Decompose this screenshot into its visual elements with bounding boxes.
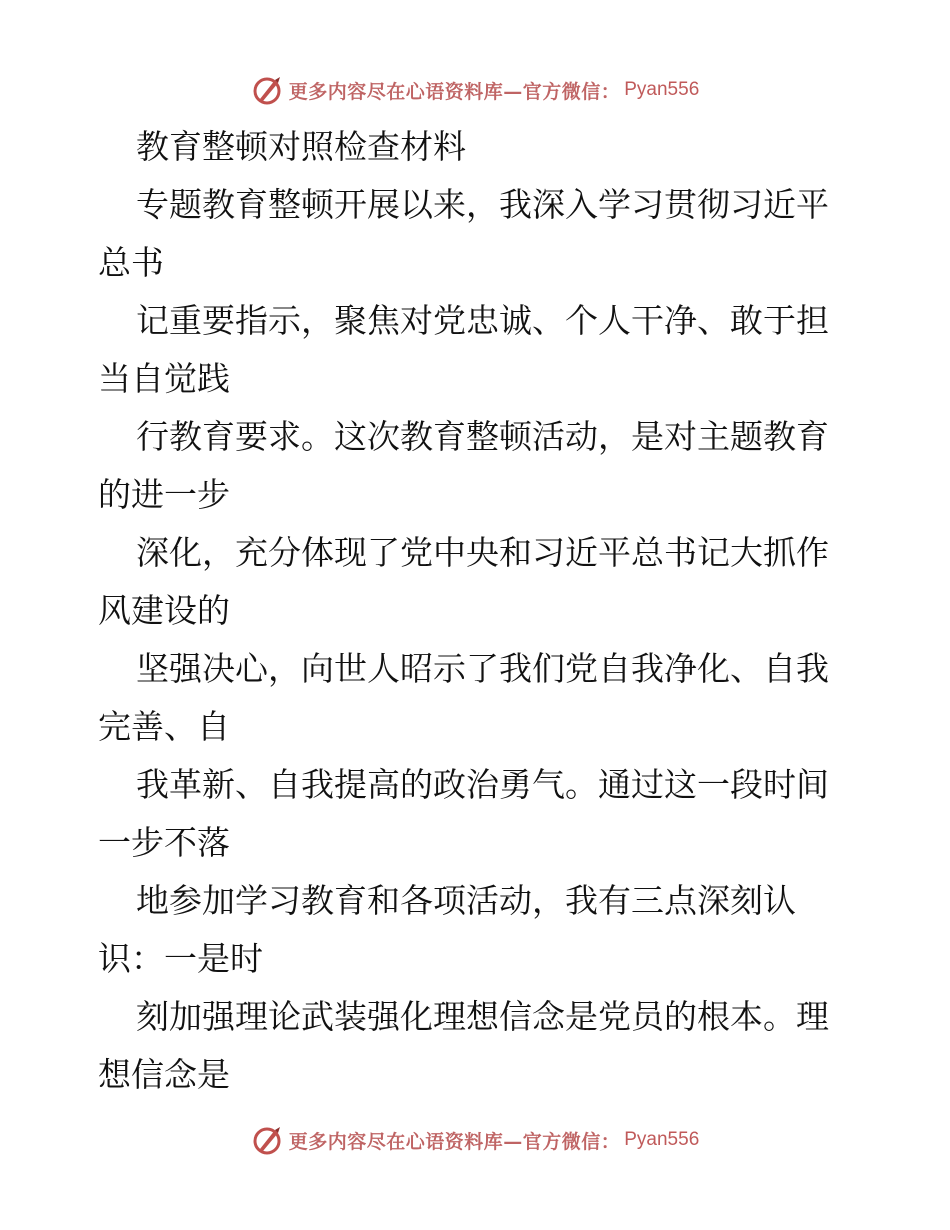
text-line: 识：一是时 xyxy=(98,939,263,978)
text-line: 深化，充分体现了党中央和习近平总书记大抓作 xyxy=(136,533,829,572)
watermark-handle: Pyan556 xyxy=(624,79,700,100)
document-title: 教育整顿对照检查材料 xyxy=(136,127,466,166)
watermark-handle: Pyan556 xyxy=(624,1129,700,1150)
text-line: 风建设的 xyxy=(98,591,230,630)
text-line: 总书 xyxy=(98,243,164,282)
header-watermark xyxy=(0,70,950,110)
text-line: 完善、自 xyxy=(98,707,230,746)
watermark-text: 更多内容尽在心语资料库—官方微信： xyxy=(288,1130,621,1153)
text-line: 想信念是 xyxy=(98,1055,230,1094)
document-body xyxy=(98,118,858,1104)
text-line: 刻加强理论武装强化理想信念是党员的根本。理 xyxy=(136,997,829,1036)
footer-watermark xyxy=(0,1120,950,1160)
text-line: 地参加学习教育和各项活动，我有三点深刻认 xyxy=(136,881,796,920)
watermark-text: 更多内容尽在心语资料库—官方微信： xyxy=(288,80,621,103)
text-line: 行教育要求。这次教育整顿活动，是对主题教育 xyxy=(136,417,829,456)
quill-logo-icon xyxy=(251,1124,283,1156)
text-line: 坚强决心，向世人昭示了我们党自我净化、自我 xyxy=(136,649,829,688)
text-line: 一步不落 xyxy=(98,823,230,862)
text-line: 我革新、自我提高的政治勇气。通过这一段时间 xyxy=(136,765,829,804)
quill-logo-icon xyxy=(251,74,283,106)
text-line: 当自觉践 xyxy=(98,359,230,398)
text-line: 专题教育整顿开展以来，我深入学习贯彻习近平 xyxy=(136,185,829,224)
text-line: 记重要指示，聚焦对党忠诚、个人干净、敢于担 xyxy=(136,301,829,340)
text-line: 的进一步 xyxy=(98,475,230,514)
